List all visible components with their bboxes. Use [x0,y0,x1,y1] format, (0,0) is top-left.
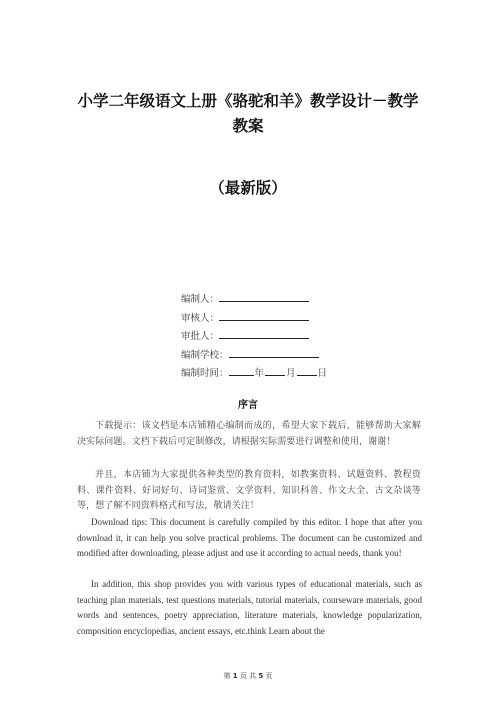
school-label: 编制学校： [181,349,229,361]
reviewer-label: 审核人： [181,312,220,324]
reviewer-row [181,309,328,328]
footer-prefix: 第 [223,672,231,680]
time-label: 编制时间： [181,368,229,379]
info-form [181,290,328,383]
school-row [181,346,328,365]
year-unit: 年 [254,368,265,379]
footer-suffix: 页 [265,672,273,680]
footer-middle: 页 共 [239,672,257,680]
page-footer [0,671,496,681]
editor-label: 编制人： [181,294,220,305]
current-page-number: 1 [232,672,238,680]
approver-row [181,327,328,346]
year-blank [229,364,254,376]
total-pages-number: 5 [258,672,264,680]
time-row [181,364,328,383]
reviewer-blank [219,309,309,321]
document-subtitle: （最新版） [209,178,287,197]
editor-blank [219,290,309,302]
school-blank [229,346,319,358]
preface-heading: 序言 [238,400,258,411]
preface-paragraph-en: Download tips: This document is carefully compiled by this editor. I hope that after you download it, it can help you solve practical problems. The document can be customized and modified after downloading, please adjust and use it according to actual needs, thank you! [77,517,422,558]
month-unit: 月 [286,368,296,379]
preface-paragraph-cn: 并且，本店铺为大家提供各种类型的教育资料，如教案资料、试题资料、教程资料、课件资料、好词好句、诗词鉴赏、文学资料、知识科普、作文大全、古文杂谈等等，想了解不同资料格式和写法，敬请关注！ [77,470,421,511]
month-blank [265,364,285,376]
day-blank [297,364,317,376]
preface-paragraph-en: In addition, this shop provides you with various types of educational materials, such as teaching plan materials, test questions materials, tutorial materials, courseware materials, good words and sentences, poetry appreciation, literature materials, knowledge popularization, composition encyclopedias, ancient essays, etc.think Learn about the [77,579,422,636]
preface-paragraph-cn: 下载提示：该文档是本店铺精心编制而成的，希望大家下载后，能够帮助大家解决实际问题。文档下载后可定制修改，请根据实际需要进行调整和使用，谢谢！ [77,421,421,447]
day-unit: 日 [317,368,328,379]
document-title: 小学二年级语文上册《骆驼和羊》教学设计－教学教案 [77,91,419,135]
editor-row [181,290,328,309]
approver-blank [219,327,309,339]
approver-label: 审批人： [181,331,220,342]
